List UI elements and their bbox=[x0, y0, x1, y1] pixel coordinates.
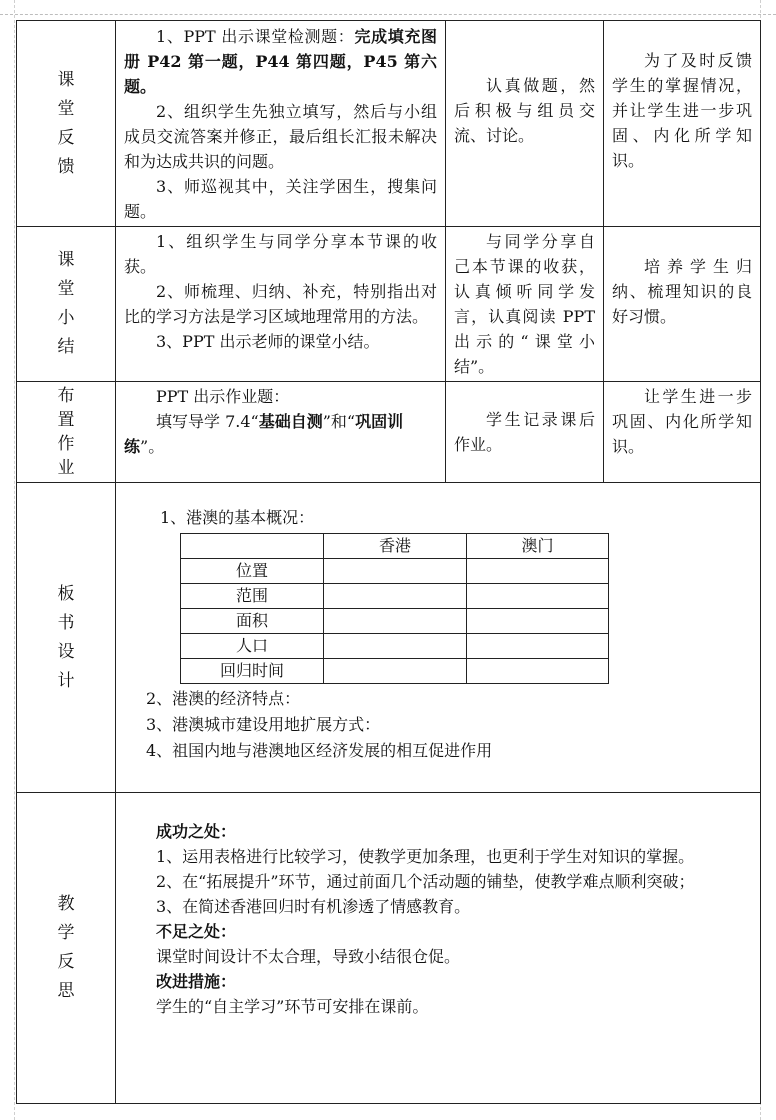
feedback-student-activity bbox=[446, 21, 604, 227]
row-label: 回归时间 bbox=[181, 659, 324, 684]
label-char: 板 bbox=[57, 583, 75, 604]
comparison-row bbox=[181, 584, 609, 609]
shortcoming-text: 课堂时间设计不太合理，导致小结很仓促。 bbox=[156, 947, 461, 966]
label-char: 思 bbox=[57, 981, 75, 1001]
label-char: 课 bbox=[57, 69, 75, 90]
empty-cell bbox=[467, 584, 609, 609]
board-item-4: 4、祖国内地与港澳地区经济发展的相互促进作用 bbox=[146, 741, 493, 760]
purpose-text: 让学生进一步巩固、内化所学知识。 bbox=[612, 387, 752, 456]
empty-cell bbox=[467, 659, 609, 684]
success-item-3: 3、在简述香港回归时有机渗透了情感教育。 bbox=[156, 897, 471, 916]
label-char: 堂 bbox=[57, 98, 75, 119]
summary-student-activity bbox=[446, 227, 604, 382]
homework-teacher-activity bbox=[116, 382, 446, 483]
student-activity-text: 与同学分享自己本节课的收获，认真倾听同学发言，认真阅读 PPT 出示的“课堂小结”。 bbox=[454, 232, 595, 376]
row-teaching-reflection bbox=[17, 793, 761, 1104]
feedback-step-3: 3、师巡视其中，关注学困生，搜集问题。 bbox=[124, 177, 437, 221]
success-title: 成功之处： bbox=[156, 822, 237, 841]
feedback-step-1 bbox=[124, 24, 437, 99]
homework-line-1: PPT 出示作业题： bbox=[156, 387, 290, 406]
empty-cell bbox=[324, 559, 467, 584]
homework-line-2 bbox=[124, 409, 437, 459]
feedback-teacher-activity bbox=[116, 21, 446, 227]
feedback-purpose bbox=[604, 21, 761, 227]
row-label: 位置 bbox=[181, 559, 324, 584]
row-board-design bbox=[17, 483, 761, 793]
label-char: 布 bbox=[57, 386, 75, 406]
board-design-content bbox=[116, 483, 761, 793]
label-classroom-feedback bbox=[17, 21, 116, 227]
row-homework bbox=[17, 382, 761, 483]
homework-purpose bbox=[604, 382, 761, 483]
label-char: 作 bbox=[57, 434, 75, 454]
board-item-1: 1、港澳的基本概况： bbox=[160, 508, 315, 527]
hk-macau-comparison-table bbox=[180, 533, 609, 684]
row-label: 人口 bbox=[181, 634, 324, 659]
comparison-row bbox=[181, 634, 609, 659]
purpose-text: 为了及时反馈学生的掌握情况，并让学生进一步巩固、内化所学知识。 bbox=[612, 51, 752, 170]
board-item-2: 2、港澳的经济特点： bbox=[146, 689, 301, 708]
summary-step-1: 1、组织学生与同学分享本节课的收获。 bbox=[124, 232, 437, 276]
label-char: 结 bbox=[57, 337, 75, 357]
comparison-row bbox=[181, 659, 609, 684]
label-char: 小 bbox=[57, 308, 75, 328]
step-text: 1、PPT 出示课堂检测题： bbox=[156, 27, 355, 46]
label-char: 堂 bbox=[57, 279, 75, 299]
label-char: 课 bbox=[57, 250, 75, 270]
purpose-text: 培养学生归纳、梳理知识的良好习惯。 bbox=[612, 257, 752, 326]
label-char: 置 bbox=[57, 410, 75, 430]
comparison-row bbox=[181, 559, 609, 584]
text: ”。 bbox=[140, 437, 165, 456]
success-item-1: 1、运用表格进行比较学习，使教学更加条理，也更利于学生对知识的掌握。 bbox=[156, 847, 695, 866]
improve-title: 改进措施： bbox=[156, 972, 237, 991]
empty-cell bbox=[324, 609, 467, 634]
label-char: 教 bbox=[57, 894, 75, 914]
empty-cell bbox=[324, 634, 467, 659]
label-homework bbox=[17, 382, 116, 483]
student-activity-text: 认真做题，然后积极与组员交流、讨论。 bbox=[454, 76, 595, 145]
text: 填写导学 7.4“ bbox=[156, 412, 259, 431]
comparison-header-row bbox=[181, 534, 609, 559]
row-label: 面积 bbox=[181, 609, 324, 634]
success-item-2: 2、在“拓展提升”环节，通过前面几个活动题的铺垫，使教学难点顺利突破； bbox=[156, 872, 695, 891]
label-classroom-summary bbox=[17, 227, 116, 382]
shortcoming-title: 不足之处： bbox=[156, 922, 237, 941]
page-margin-guide-top bbox=[0, 14, 776, 15]
lesson-plan-table bbox=[16, 20, 761, 1104]
row-classroom-summary bbox=[17, 227, 761, 382]
step-text-bold: 完成填充图册 P42 第一题，P44 第四题，P45 第六题。 bbox=[124, 27, 437, 96]
header-cell-macau: 澳门 bbox=[467, 534, 609, 559]
label-char: 设 bbox=[57, 641, 75, 662]
label-char: 学 bbox=[57, 923, 75, 943]
empty-cell bbox=[324, 659, 467, 684]
text: ”和“ bbox=[322, 412, 356, 431]
empty-cell bbox=[467, 609, 609, 634]
text-bold: 基础自测 bbox=[258, 412, 323, 431]
summary-teacher-activity bbox=[116, 227, 446, 382]
label-char: 馈 bbox=[57, 156, 75, 177]
student-activity-text: 学生记录课后作业。 bbox=[454, 410, 595, 454]
label-char: 业 bbox=[57, 458, 75, 478]
row-classroom-feedback bbox=[17, 21, 761, 227]
label-char: 书 bbox=[57, 612, 75, 633]
header-cell-hongkong: 香港 bbox=[324, 534, 467, 559]
improve-text: 学生的“自主学习”环节可安排在课前。 bbox=[156, 997, 429, 1016]
empty-cell bbox=[467, 559, 609, 584]
summary-step-3: 3、PPT 出示老师的课堂小结。 bbox=[156, 332, 380, 351]
header-cell-empty bbox=[181, 534, 324, 559]
label-char: 反 bbox=[57, 127, 75, 148]
comparison-row bbox=[181, 609, 609, 634]
feedback-step-2: 2、组织学生先独立填写，然后与小组成员交流答案并修正，最后组长汇报未解决和为达成共识的问题。 bbox=[124, 102, 437, 171]
text-bold: 巩固训练 bbox=[124, 412, 404, 456]
empty-cell bbox=[467, 634, 609, 659]
label-char: 反 bbox=[57, 952, 75, 972]
empty-cell bbox=[324, 584, 467, 609]
label-board-design bbox=[17, 483, 116, 793]
label-teaching-reflection bbox=[17, 793, 116, 1104]
board-item-3: 3、港澳城市建设用地扩展方式： bbox=[146, 715, 381, 734]
summary-step-2: 2、师梳理、归纳、补充，特别指出对比的学习方法是学习区域地理常用的方法。 bbox=[124, 282, 437, 326]
row-label: 范围 bbox=[181, 584, 324, 609]
label-char: 计 bbox=[57, 670, 75, 691]
page-margin-guide-left bbox=[14, 0, 15, 1120]
reflection-content bbox=[116, 793, 761, 1104]
summary-purpose bbox=[604, 227, 761, 382]
homework-student-activity bbox=[446, 382, 604, 483]
